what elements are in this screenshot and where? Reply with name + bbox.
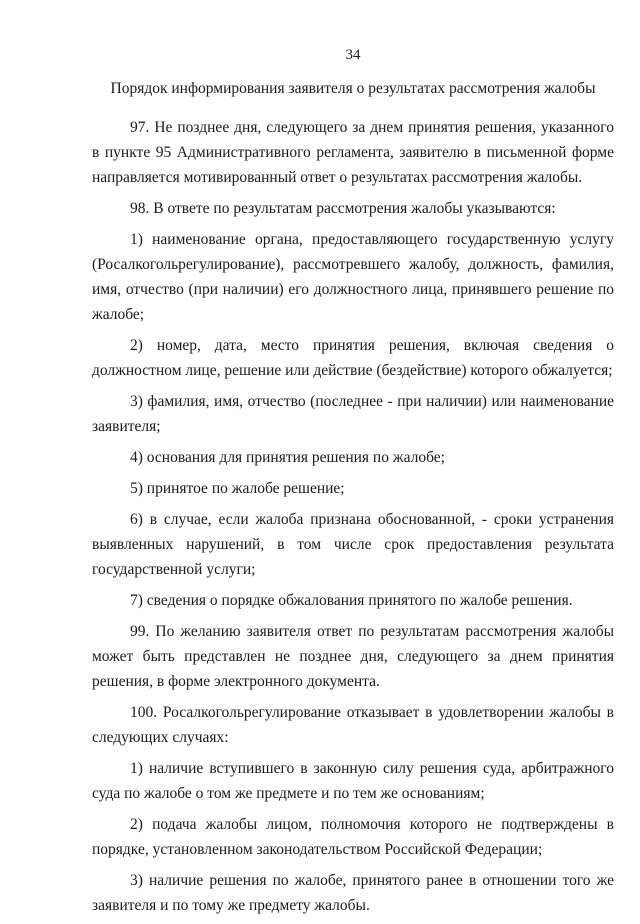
list-item-98-6: 6) в случае, если жалоба признана обоснованной, - сроки устранения выявленных нарушений, в том числе срок предоставления результата государственной услуги; xyxy=(92,511,614,578)
paragraph-97: 97. Не позднее дня, следующего за днем принятия решения, указанного в пункте 95 Административного регламента, заявителю в письменной форме направляется мотивированный ответ о результатах рассмотрения жалобы. xyxy=(92,119,614,186)
paragraph-99: 99. По желанию заявителя ответ по результатам рассмотрения жалобы может быть представлен не позднее дня, следующего за днем принятия решения, в форме электронного документа. xyxy=(92,623,614,690)
list-item-100-1: 1) наличие вступившего в законную силу решения суда, арбитражного суда по жалобе о том же предмете и по тем же основаниям; xyxy=(92,760,614,802)
paragraph-98: 98. В ответе по результатам рассмотрения жалобы указываются: xyxy=(130,200,556,217)
list-item-98-4: 4) основания для принятия решения по жалобе; xyxy=(130,449,445,466)
list-item-98-1: 1) наименование органа, предоставляющего государственную услугу (Росалкогольрегулирование), рассмотревшего жалобу, должность, фамилия, имя, отчество (при наличии) его должностного лица, принявшего решение по жалобе; xyxy=(92,231,614,323)
paragraph-100: 100. Росалкогольрегулирование отказывает в удовлетворении жалобы в следующих случаях: xyxy=(92,704,614,746)
list-item-98-2: 2) номер, дата, место принятия решения, включая сведения о должностном лице, решение или действие (бездействие) которого обжалуется; xyxy=(92,337,614,379)
page-number: 34 xyxy=(345,47,361,63)
list-item-100-3: 3) наличие решения по жалобе, принятого ранее в отношении того же заявителя и по тому же предмету жалобы. xyxy=(92,872,614,914)
body-text xyxy=(92,115,614,924)
list-item-100-2: 2) подача жалобы лицом, полномочия которого не подтверждены в порядке, установленном законодательством Российской Федерации; xyxy=(92,816,614,858)
list-item-98-5: 5) принятое по жалобе решение; xyxy=(130,480,345,497)
list-item-98-3: 3) фамилия, имя, отчество (последнее - при наличии) или наименование заявителя; xyxy=(92,393,614,435)
list-item-98-7: 7) сведения о порядке обжалования принятого по жалобе решения. xyxy=(130,592,573,609)
section-title: Порядок информирования заявителя о результатах рассмотрения жалобы xyxy=(110,80,596,97)
